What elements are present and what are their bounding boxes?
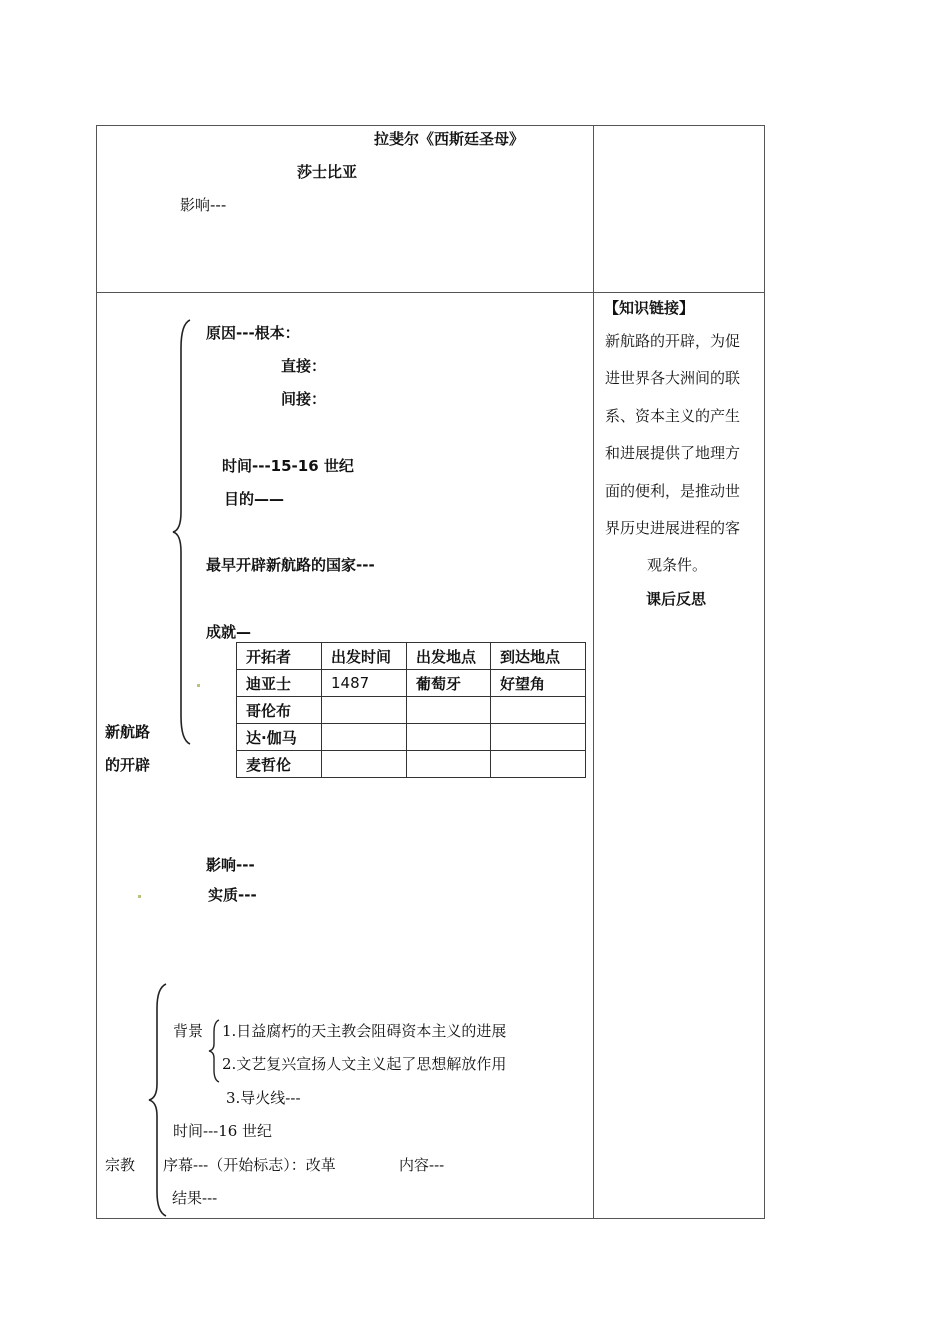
reform-side-label: 宗教 <box>105 1156 136 1174</box>
table-header: 开拓者 <box>237 643 322 670</box>
reform-item-2: 2.文艺复兴宣扬人文主义起了思想解放作用 <box>222 1055 507 1073</box>
route-brace <box>170 318 194 746</box>
column-divider <box>593 125 594 1219</box>
note-line: 和进展提供了地理方 <box>605 444 741 462</box>
route-purpose: 目的—— <box>224 490 285 508</box>
table-cell: 麦哲伦 <box>237 751 322 778</box>
note-line: 新航路的开辟，为促 <box>605 332 741 350</box>
reform-background: 背景 <box>173 1022 204 1040</box>
table-cell <box>322 697 407 724</box>
table-row <box>237 670 586 697</box>
note-line: 面的便利，是推动世 <box>605 482 741 500</box>
reform-prelude: 序幕---（开始标志）：改革 <box>163 1156 336 1174</box>
reform-brace <box>146 982 170 1220</box>
table-row <box>237 724 586 751</box>
table-cell: 迪亚士 <box>237 670 322 697</box>
table-cell <box>491 697 586 724</box>
route-influence: 影响--- <box>206 856 255 874</box>
route-time: 时间---15-16 世纪 <box>222 457 354 475</box>
achievement-table <box>236 642 586 778</box>
table-header: 到达地点 <box>491 643 586 670</box>
top-influence: 影响--- <box>180 196 227 214</box>
table-cell <box>322 724 407 751</box>
table-cell: 好望角 <box>491 670 586 697</box>
route-achievement: 成就— <box>206 623 252 641</box>
route-cause: 原因---根本： <box>206 324 300 342</box>
row-divider <box>96 292 765 293</box>
note-line: 界历史进展进程的客 <box>605 519 741 537</box>
table-cell: 达·伽马 <box>237 724 322 751</box>
knowledge-link-heading: 【知识链接】 <box>604 299 695 317</box>
reform-result: 结果--- <box>172 1189 218 1207</box>
frame-left <box>96 125 97 1219</box>
table-cell: 1487 <box>322 670 407 697</box>
table-cell: 葡萄牙 <box>407 670 491 697</box>
painting-title: 拉斐尔《西斯廷圣母》 <box>374 130 525 148</box>
note-line: 进世界各大洲间的联 <box>605 369 741 387</box>
table-cell <box>407 697 491 724</box>
note-line: 观条件。 <box>647 556 708 574</box>
writer-name: 莎士比亚 <box>297 163 358 181</box>
background-brace <box>206 1018 222 1084</box>
table-header: 出发地点 <box>407 643 491 670</box>
table-cell <box>322 751 407 778</box>
table-header: 出发时间 <box>322 643 407 670</box>
route-essence: 实质--- <box>208 886 257 904</box>
route-side-label-1: 新航路 <box>105 723 151 741</box>
table-cell <box>407 724 491 751</box>
table-row <box>237 751 586 778</box>
table-cell <box>491 724 586 751</box>
reform-content: 内容--- <box>399 1156 445 1174</box>
reform-time: 时间---16 世纪 <box>173 1122 273 1140</box>
frame-top <box>96 125 765 126</box>
table-cell: 哥伦布 <box>237 697 322 724</box>
speck <box>138 895 141 898</box>
speck <box>197 684 200 687</box>
frame-bottom <box>96 1218 765 1219</box>
route-side-label-2: 的开辟 <box>105 756 151 774</box>
after-class-reflection: 课后反思 <box>646 590 707 608</box>
table-header-row <box>237 643 586 670</box>
reform-item-1: 1.日益腐朽的天主教会阻碍资本主义的进展 <box>222 1022 507 1040</box>
reform-item-3: 3.导火线--- <box>226 1089 301 1107</box>
note-line: 系、资本主义的产生 <box>605 407 741 425</box>
route-first-country: 最早开辟新航路的国家--- <box>206 556 375 574</box>
table-cell <box>407 751 491 778</box>
frame-right <box>764 125 765 1219</box>
route-direct: 直接： <box>281 357 327 375</box>
table-cell <box>491 751 586 778</box>
table-row <box>237 697 586 724</box>
route-indirect: 间接： <box>281 390 327 408</box>
